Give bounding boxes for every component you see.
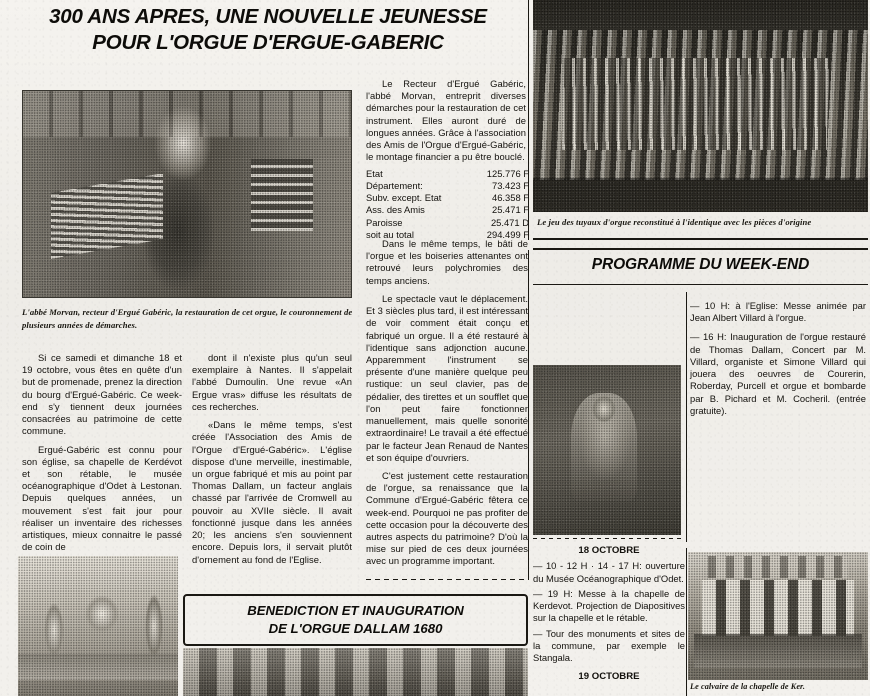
caption-organist-photo: L'abbé Morvan, recteur d'Ergué Gabéric, la restauration de cet orgue, le couronnement de plusieurs années de démarches.	[22, 307, 353, 330]
rule-below-pipes-caption	[533, 238, 868, 240]
list-item: — Tour des monuments et sites de la commune, par exemple le Stangala.	[533, 627, 685, 663]
benediction-line-2: DE L'ORGUE DALLAM 1680	[268, 621, 443, 636]
paragraph: C'est justement cette restauration de l'orgue, sa renaissance que la Commune d'Ergué-Gabéric fêtera ce week-end. Pourquoi ne pas profiter de cette occasion pour la découverte des autres aspects du patrimoine? D'où la mise sur pied de ces deux journées avec un programme important.	[366, 469, 528, 567]
photo-organ-stops	[251, 159, 313, 231]
photo-organ-keyboard	[51, 173, 163, 259]
paragraph: Ergué-Gabéric est connu pour son église, sa chapelle de Kerdévot et son rétable, le musée océanographique d'Odet à Lestonan. Depuis quelques années, un mouvement s'est fait jour pour réaliser un inventaire des richesses artistiques, mieux connaitre le passé de coin de	[22, 443, 182, 553]
photo-calvaire-ledge	[18, 654, 178, 680]
photo-calvaire-sculpture	[18, 556, 178, 696]
table-row	[366, 217, 529, 229]
paragraph: Dans le même temps, le bâti de l'orgue et les boiseries attenantes ont retrouvé leurs polychromies des temps anciens.	[366, 238, 528, 286]
day-heading-19: 19 OCTOBRE	[578, 671, 640, 683]
caption-calvaire-photo: Le calvaire de la chapelle de Ker.	[690, 682, 806, 691]
photo-wall-texture	[23, 91, 351, 137]
programme-18-octobre	[533, 545, 685, 687]
finance-amount: 46.358 F	[491, 192, 529, 204]
finance-amount: 25.471 D	[490, 216, 529, 228]
headline-line-1: 300 ANS APRES, UNE NOUVELLE JEUNESSE	[49, 5, 487, 28]
photo-organ-pipes	[533, 0, 868, 212]
photo-organist-at-console	[22, 90, 352, 298]
finance-label: soit au total	[366, 228, 414, 240]
table-row	[366, 180, 529, 192]
photo-calvaire-crest	[708, 556, 848, 578]
finance-amount: 73.423 F	[491, 180, 529, 192]
photo-pipe-bank-front	[562, 58, 829, 150]
headline-line-2: POUR L'ORGUE D'ERGUE-GABERIC	[92, 31, 444, 55]
photo-organ-case	[533, 178, 868, 212]
table-row	[366, 168, 529, 180]
programme-saturday-list	[690, 300, 866, 424]
paragraph: Le Recteur d'Ergué Gabéric, l'abbé Morvan, entreprit diverses démarches pour la restauration de cet instrument. Elles auront duré de longues années. Grâce à l'association des Amis de l'Orgue d'Ergué-Gabéric, le montage financier a pu être bouclé.	[366, 78, 526, 163]
caption-pipes-photo: Le jeu des tuyaux d'orgue reconstitué à l'identique avec les pièces d'origine	[537, 217, 812, 227]
rule-above-programme-title	[533, 248, 868, 250]
finance-label: Paroisse	[366, 216, 403, 228]
photo-statue-figure	[571, 393, 637, 501]
table-row	[366, 192, 529, 204]
paragraph: Si ce samedi et dimanche 18 et 19 octobre, vous êtes en quête d'un but de promenade, prenez la direction du bourg d'Ergué-Gabéric. Ce week-end s'y tiennent deux journées consacrées au patrimoine de cette commune.	[22, 352, 182, 437]
rule-below-column3	[366, 579, 528, 580]
rule-below-programme-title	[533, 284, 868, 285]
programme-title: PROGRAMME DU WEEK-END	[591, 256, 810, 273]
table-row	[366, 204, 529, 216]
finance-label: Ass. des Amis	[366, 204, 425, 216]
list-item: — 19 H: Messe à la chapelle de Kerdevot. Projection de Diapositives sur la chapelle et le rétable.	[533, 587, 685, 624]
page-title	[18, 4, 518, 56]
photo-calvaire-base	[694, 634, 862, 668]
finance-amount: 25.471 F	[491, 204, 529, 216]
finance-amount: 294.499 F	[486, 228, 529, 240]
article-column-3-continued	[366, 238, 528, 574]
article-column-1	[22, 352, 182, 560]
day-heading-18: 18 OCTOBRE	[578, 545, 640, 556]
finance-label: Subv. except. Etat	[366, 192, 442, 204]
photo-calvaire-figures	[30, 592, 166, 662]
photo-retable-statue	[533, 365, 681, 535]
column-divider-programme	[686, 292, 687, 542]
paragraph: Le spectacle vaut le déplacement. Et 3 siècles plus tard, il est intéressant de voir comment était conçu et fabriqué un orgue. Il a été restauré à l'identique sans adjonction aucune. Apparemment l'instrument se présente d'une manière quelque peu rustique: un seul clavier, pas de pédalier, des tirettes et un soufflet que l'on peut faire fonctionner manuellement, mais quelle sonorité extraordinaire! Le travail a été effectué par le facteur Jean Renaud de Nantes et son équipe d'ouvriers.	[366, 292, 528, 463]
column-divider-right-mid	[528, 250, 529, 580]
photo-church-columns	[183, 648, 528, 696]
list-item: — 10 - 12 H · 14 - 17 H: ouverture du Musée Océanographique d'Odet.	[533, 560, 685, 584]
list-item: — 16 H: Inauguration de l'orgue restauré de Thomas Dallam, Concert par M. Villard, organiste et Simone Villard qui jouera des oeuvres de Courerin, Roberday, Purcell et orgue et bombarde par B. Pichard et M. Cocheril. (entrée gratuite).	[690, 331, 866, 416]
article-column-3	[366, 78, 526, 170]
photo-calvaire-chapelle-ker	[688, 552, 868, 680]
financing-table	[366, 168, 529, 241]
column-divider-programme-lower	[686, 548, 687, 696]
finance-label: Etat	[366, 168, 383, 179]
benediction-announcement-box	[183, 594, 528, 646]
finance-label: Département:	[366, 180, 423, 192]
photo-church-interior	[183, 648, 528, 696]
paragraph: «Dans le même temps, s'est créée l'Association des Amis de l'Orgue d'Ergué-Gabéric». L'église dispose d'une merveille, inestimable, un orgue fabriqué et mis au point par Thomas Dallam, un facteur anglais chassé par l'arrivée de Cromwell au pouvoir au XVIIe siècle. Il avait fonctionné jusque dans les années 20; les anciens s'en souviennent encore. Depuis lors, il servait plutôt d'ornement au fond de l'Eglise.	[192, 419, 352, 565]
finance-amount: 125.776 F	[486, 168, 529, 179]
list-item: — 10 H: à l'Eglise: Messe animée par Jean Albert Villard à l'orgue.	[690, 300, 866, 324]
photo-calvaire-arcade	[702, 580, 854, 636]
paragraph: dont il n'existe plus qu'un seul exemplaire à Nantes. Il s'appelait l'abbé Dumoulin. Une revue «An Ergue vras» diffuse les résultats de ces recherches.	[192, 352, 352, 412]
article-column-2	[192, 352, 352, 572]
benediction-text	[247, 602, 464, 637]
benediction-line-1: BENEDICTION ET INAUGURATION	[247, 603, 464, 619]
rule-above-18-octobre	[533, 538, 685, 539]
